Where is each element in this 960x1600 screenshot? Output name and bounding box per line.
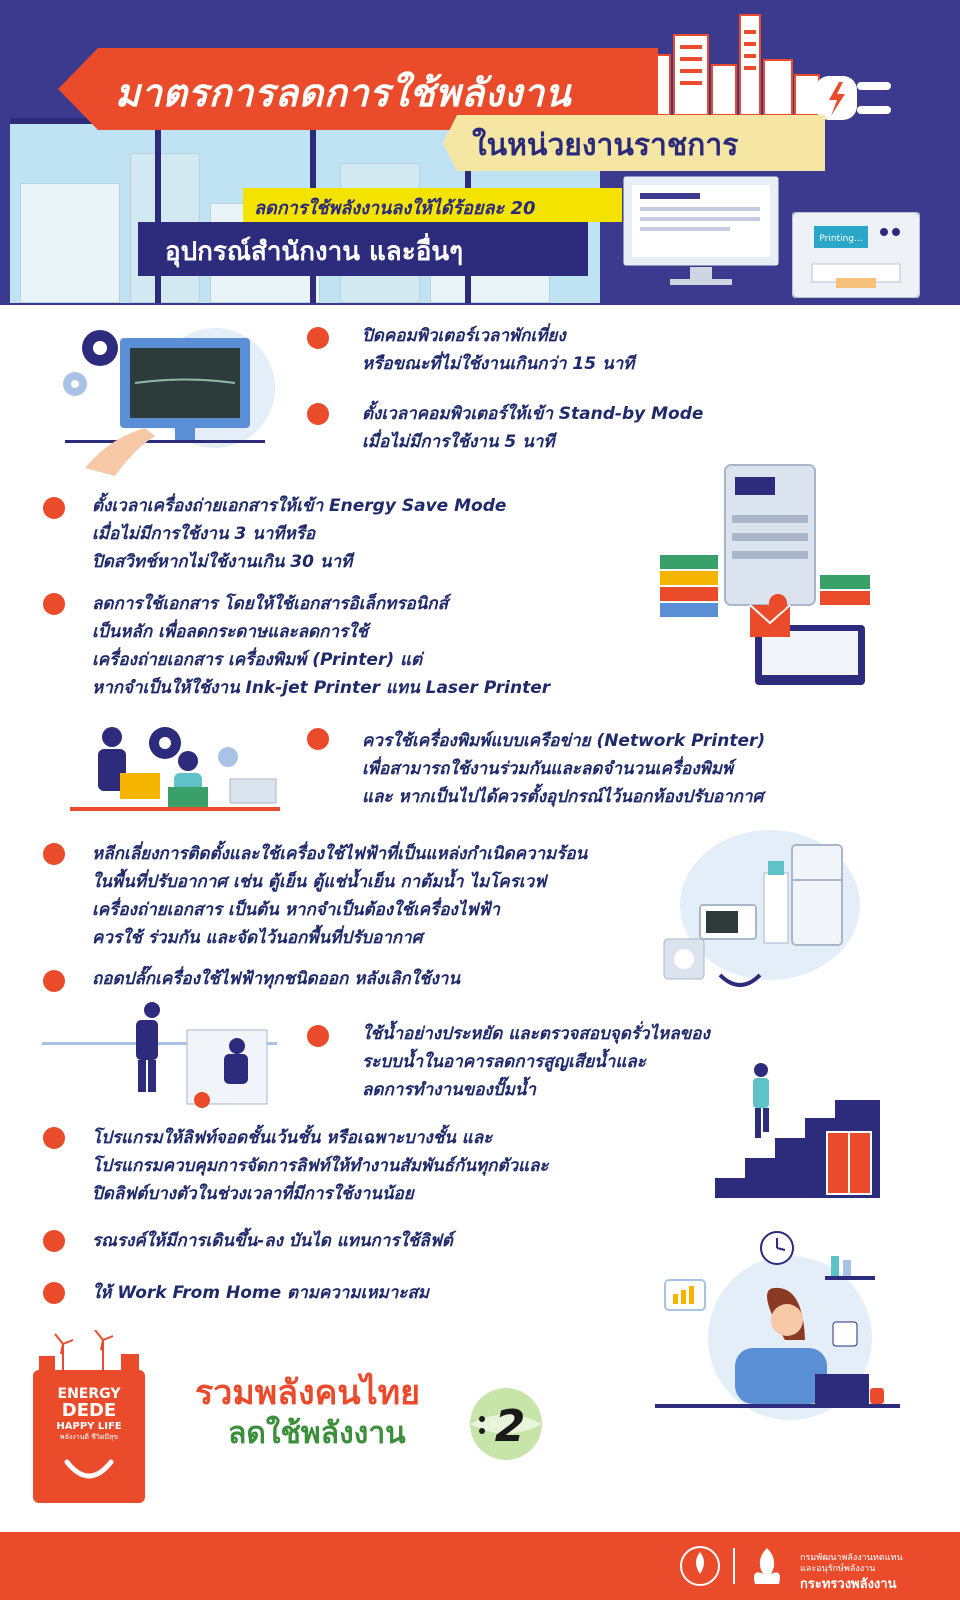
campaign-globe-icon	[456, 1385, 556, 1463]
measure-5: ควรใช้เครื่องพิมพ์แบบเครือข่าย (Network Printer) เพื่อสามารถใช้งานร่วมกันและลดจำนวนเครื่องพิมพ์ และ หากเป็นไปได้ควรตั้งอุปกรณ์ไว้นอกห้องปรับอากาศ	[362, 731, 766, 807]
measure-4: ลดการใช้เอกสาร โดยให้ใช้เอกสารอิเล็กทรอนิกส์ เป็นหลัก เพื่อลดกระดาษและลดการใช้ เครื่องถ่ายเอกสาร เครื่องพิมพ์ (Printer) แต่ หากจำเป็นให้ใช้งาน Ink-jet Printer แทน Laser Printer	[92, 594, 551, 698]
bullet-dot	[43, 1230, 65, 1252]
campaign-mark: 2	[494, 1401, 526, 1452]
copier-files-illustration	[660, 455, 875, 690]
work-from-home-illustration	[655, 1228, 900, 1420]
wind-turbines-icon	[33, 1330, 145, 1372]
city-skyline-icon	[640, 10, 820, 115]
power-plug-icon	[815, 68, 895, 128]
page-title: มาตรการลดการใช้พลังงาน	[115, 71, 572, 115]
department-seal-icon	[678, 1544, 722, 1588]
bullet-dot	[307, 327, 329, 349]
bullet-dot	[307, 403, 329, 425]
smile-icon	[63, 1456, 115, 1486]
page-subtitle: ในหน่วยงานราชการ	[472, 128, 739, 163]
printer-icon	[792, 212, 920, 298]
measure-9: โปรแกรมให้ลิฟท์จอดชั้นเว้นชั้น หรือเฉพาะบางชั้น และ โปรแกรมควบคุมการจัดการลิฟท์ให้ทำงานสัมพันธ์กันทุกตัวและ ปิดลิฟต์บางตัวในช่วงเวลาที่มีการใช้งานน้อย	[92, 1128, 549, 1204]
department-name-line-2: และอนุรักษ์พลังงาน	[800, 1564, 876, 1574]
bullet-dot	[43, 970, 65, 992]
bullet-dot	[43, 843, 65, 865]
ministry-name: กระทรวงพลังงาน	[800, 1577, 897, 1592]
appliances-illustration	[660, 825, 860, 1005]
bullet-dot	[43, 1127, 65, 1149]
monitor-icon	[622, 175, 780, 287]
slogan-line-1: รวมพลังคนไทย	[195, 1373, 421, 1413]
department-name-line-1: กรมพัฒนาพลังงานทดแทน	[800, 1553, 903, 1563]
printer-screen-text: Printing...	[819, 234, 863, 244]
category-text: อุปกรณ์สำนักงาน และอื่นๆ	[165, 237, 464, 267]
bullet-dot	[307, 728, 329, 750]
stairs-elevator-illustration	[715, 1060, 880, 1200]
bullet-dot	[43, 1282, 65, 1304]
measure-8: ใช้น้ำอย่างประหยัด และตรวจสอบจุดรั่วไหลของ ระบบน้ำในอาคารลดการสูญเสียน้ำและ ลดการทำงานของปั๊มน้ำ	[362, 1024, 710, 1100]
measure-1: ปิดคอมพิวเตอร์เวลาพักเที่ยง หรือขณะที่ไม่ใช้งานเกินกว่า 15 นาที	[362, 326, 635, 374]
measure-7: ถอดปลั๊กเครื่องใช้ไฟฟ้าทุกชนิดออก หลังเลิกใช้งาน	[92, 969, 460, 989]
measure-10: รณรงค์ให้มีการเดินขึ้น-ลง บันได แทนการใช้ลิฟต์	[92, 1231, 453, 1251]
energy-dede-logo: ENERGY DEDE HAPPY LIFE พลังงานดี ชีวิตมีสุข	[33, 1370, 145, 1503]
slogan-line-2: ลดใช้พลังงาน	[228, 1416, 406, 1451]
goal-text: ลดการใช้พลังงานลงให้ได้ร้อยละ 20	[254, 198, 536, 219]
bullet-dot	[307, 1025, 329, 1047]
ministry-logo-icon	[745, 1544, 789, 1588]
plumbers-illustration	[42, 1000, 277, 1120]
computer-hand-illustration	[55, 318, 275, 478]
bullet-dot	[43, 497, 65, 519]
bullet-dot	[43, 593, 65, 615]
office-workers-illustration	[70, 715, 280, 825]
measure-3: ตั้งเวลาเครื่องถ่ายเอกสารให้เข้า Energy Save Mode เมื่อไม่มีการใช้งาน 3 นาทีหรือ ปิดสวิทช์หากไม่ใช้งานเกิน 30 นาที	[92, 496, 507, 572]
footer-divider	[733, 1548, 735, 1584]
measure-2: ตั้งเวลาคอมพิวเตอร์ให้เข้า Stand-by Mode เมื่อไม่มีการใช้งาน 5 นาที	[362, 404, 704, 452]
measure-6: หลีกเลี่ยงการติดตั้งและใช้เครื่องใช้ไฟฟ้าที่เป็นแหล่งกำเนิดความร้อน ในพื้นที่ปรับอากาศ เช่น ตู้เย็น ตู้แช่น้ำเย็น กาต้มน้ำ ไมโครเวฟ เครื่องถ่ายเอกสาร เป็นต้น หากจำเป็นต้องใช้เครื่องไฟฟ้า ควรใช้ ร่วมกัน และจัดไว้นอกพื้นที่ปรับอากาศ	[92, 844, 588, 948]
header-banner	[0, 0, 960, 305]
measure-11: ให้ Work From Home ตามความเหมาะสม	[92, 1283, 429, 1303]
